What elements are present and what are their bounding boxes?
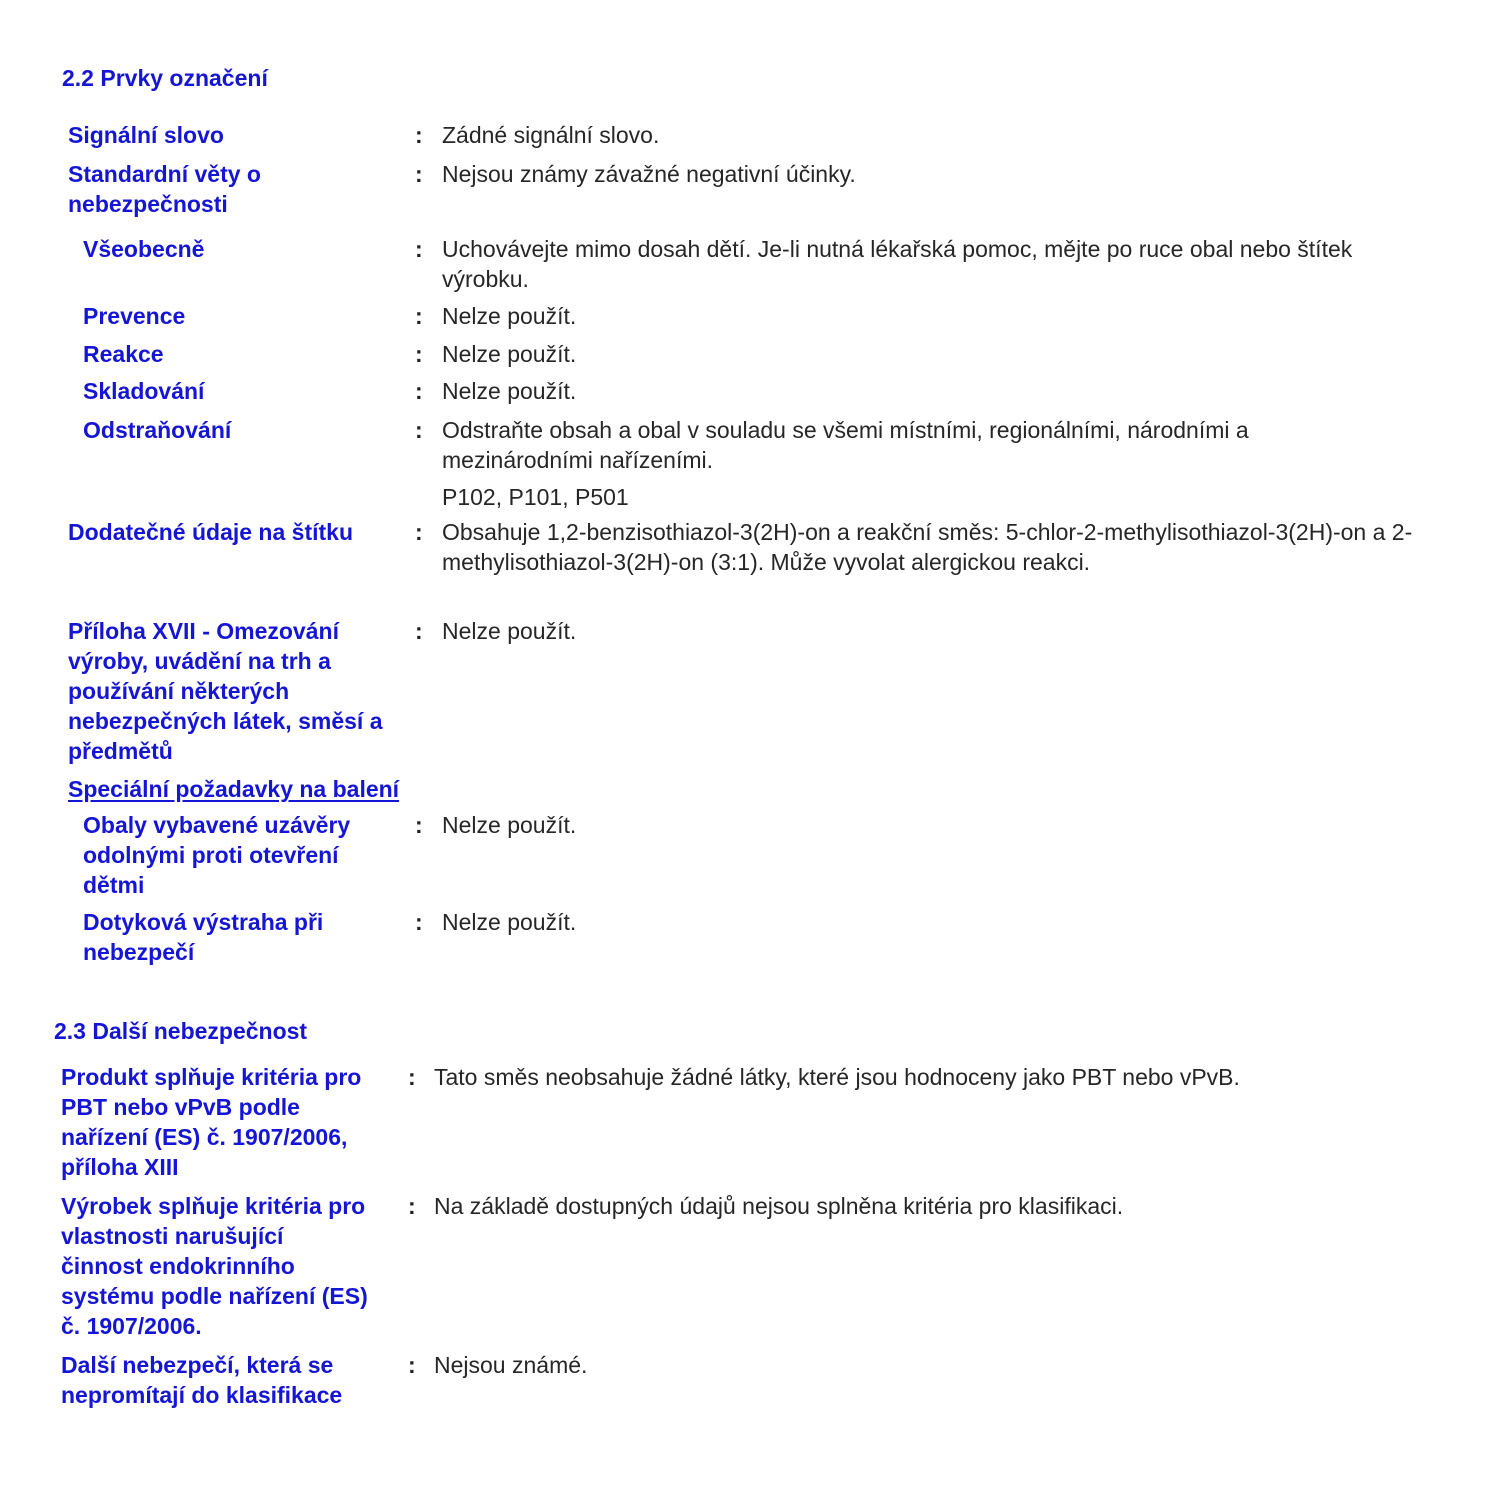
- endocrine-value: Na základě dostupných údajů nejsou splněna kritéria pro klasifikaci.: [434, 1193, 1124, 1219]
- hazard-statements-value: Nejsou známy závažné negativní účinky.: [442, 161, 856, 187]
- colon: :: [415, 236, 423, 262]
- tactile-warning-label: Dotyková výstraha při nebezpečí: [83, 909, 324, 965]
- colon: :: [415, 161, 423, 187]
- colon: :: [415, 303, 423, 329]
- colon: :: [415, 341, 423, 367]
- colon: :: [415, 812, 423, 838]
- response-value: Nelze použít.: [442, 341, 577, 367]
- other-hazards-value: Nejsou známé.: [434, 1352, 588, 1378]
- disposal-value: Odstraňte obsah a obal v souladu se všemi místními, regionálními, národními a mezinárodními nařízeními.: [442, 417, 1249, 473]
- response-label: Reakce: [83, 341, 164, 367]
- special-packaging-heading: Speciální požadavky na balení: [68, 776, 400, 802]
- hazard-statements-label: Standardní věty o nebezpečnosti: [68, 161, 261, 217]
- signal-word-value: Zádné signální slovo.: [442, 122, 660, 148]
- child-resistant-label: Obaly vybavené uzávěry odolnými proti otevření dětmi: [83, 812, 351, 898]
- tactile-warning-value: Nelze použít.: [442, 909, 577, 935]
- storage-value: Nelze použít.: [442, 378, 577, 404]
- section-2-2-heading: 2.2 Prvky označení: [62, 65, 268, 91]
- colon: :: [408, 1193, 416, 1219]
- colon: :: [415, 378, 423, 404]
- annex-xvii-label: Příloha XVII - Omezování výroby, uvádění na trh a používání některých nebezpečných látek, směsí a předmětů: [68, 618, 383, 764]
- colon: :: [415, 122, 423, 148]
- other-hazards-label: Další nebezpečí, která se nepromítají do klasifikace: [61, 1352, 343, 1408]
- prevention-label: Prevence: [83, 303, 186, 329]
- annex-xvii-value: Nelze použít.: [442, 618, 577, 644]
- general-label: Všeobecně: [83, 236, 205, 262]
- colon: :: [408, 1064, 416, 1090]
- child-resistant-value: Nelze použít.: [442, 812, 577, 838]
- colon: :: [415, 618, 423, 644]
- supplemental-label: Dodatečné údaje na štítku: [68, 519, 354, 545]
- signal-word-label: Signální slovo: [68, 122, 224, 148]
- pbt-value: Tato směs neobsahuje žádné látky, které jsou hodnoceny jako PBT nebo vPvB.: [434, 1064, 1240, 1090]
- prevention-value: Nelze použít.: [442, 303, 577, 329]
- colon: :: [415, 417, 423, 443]
- pbt-label: Produkt splňuje kritéria pro PBT nebo vPvB podle nařízení (ES) č. 1907/2006, příloha XIII: [61, 1064, 362, 1180]
- supplemental-value: Obsahuje 1,2-benzisothiazol-3(2H)-on a reakční směs: 5-chlor-2-methylisothiazol-3(2H)-on a 2-methylisothiazol-3(2H)-on (3:1). Může vyvolat alergickou reakci.: [442, 519, 1413, 575]
- storage-label: Skladování: [83, 378, 205, 404]
- section-2-3-heading: 2.3 Další nebezpečnost: [54, 1018, 308, 1044]
- colon: :: [415, 909, 423, 935]
- colon: :: [408, 1352, 416, 1378]
- general-value: Uchovávejte mimo dosah dětí. Je-li nutná lékařská pomoc, mějte po ruce obal nebo štítek výrobku.: [442, 236, 1353, 292]
- disposal-label: Odstraňování: [83, 417, 232, 443]
- disposal-codes: P102, P101, P501: [442, 484, 629, 510]
- colon: :: [415, 519, 423, 545]
- endocrine-label: Výrobek splňuje kritéria pro vlastnosti narušující činnost endokrinního systému podle nařízení (ES) č. 1907/2006.: [61, 1193, 368, 1339]
